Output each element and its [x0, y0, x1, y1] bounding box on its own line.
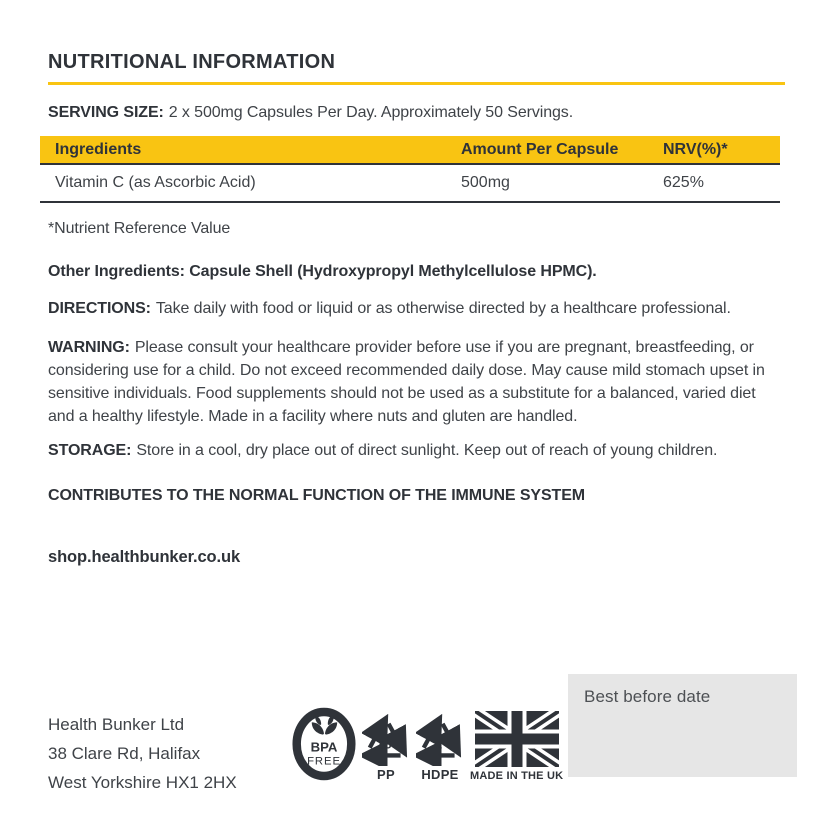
- company-street: 38 Clare Rd, Halifax: [48, 744, 201, 763]
- best-before-box: [568, 674, 797, 777]
- best-before-label: Best before date: [584, 687, 711, 706]
- page-title: NUTRITIONAL INFORMATION: [48, 51, 336, 73]
- company-address: [48, 710, 237, 797]
- title-underline: [48, 82, 785, 85]
- table-row: [40, 165, 780, 203]
- svg-text:05: 05: [378, 739, 392, 752]
- made-in-uk-label: MADE IN THE UK: [470, 770, 564, 782]
- ingredient-nrv-cell: 625%: [663, 174, 704, 191]
- nrv-footnote: *Nutrient Reference Value: [48, 220, 231, 237]
- ingredients-table: [40, 136, 780, 203]
- directions-body: Take daily with food or liquid or as otherwise directed by a healthcare professional.: [155, 300, 731, 317]
- bpa-free-icon: [292, 706, 356, 782]
- ingredient-amount-cell: 500mg: [461, 174, 510, 191]
- company-region: West Yorkshire HX1 2HX: [48, 773, 237, 792]
- ingredient-name-cell: Vitamin C (as Ascorbic Acid): [55, 174, 256, 191]
- storage-label: STORAGE:: [48, 442, 132, 459]
- recycle-hdpe-label: HDPE: [421, 767, 459, 782]
- svg-text:2: 2: [436, 739, 443, 752]
- table-header-nrv: NRV(%)*: [663, 140, 728, 158]
- table-header-ingredients: Ingredients: [55, 140, 142, 158]
- serving-size-label: SERVING SIZE:: [48, 104, 164, 121]
- uk-flag-icon: [475, 711, 559, 767]
- recycle-hdpe-icon: [416, 714, 464, 782]
- recycle-pp-label: PP: [377, 767, 395, 782]
- company-name: Health Bunker Ltd: [48, 715, 185, 734]
- label-footer: [0, 666, 827, 796]
- svg-text:BPA: BPA: [310, 739, 338, 755]
- storage-body: Store in a cool, dry place out of direct sunlight. Keep out of reach of young children.: [136, 442, 718, 459]
- table-header-amount: Amount Per Capsule: [461, 140, 619, 158]
- certification-icons: [292, 706, 563, 782]
- directions-label: DIRECTIONS:: [48, 300, 151, 317]
- serving-size-text: 2 x 500mg Capsules Per Day. Approximately 50 Servings.: [168, 104, 574, 121]
- directions-text: [48, 297, 785, 320]
- website-url: shop.healthbunker.co.uk: [48, 548, 241, 566]
- immune-claim: CONTRIBUTES TO THE NORMAL FUNCTION OF THE IMMUNE SYSTEM: [48, 487, 586, 504]
- recycle-pp-icon: [362, 714, 410, 782]
- other-ingredients-text: Other Ingredients: Capsule Shell (Hydroxypropyl Methylcellulose HPMC).: [48, 263, 597, 280]
- warning-body: Please consult your healthcare provider before use if you are pregnant, breastfeeding, or considering use for a child. Do not exceed recommended daily dose. May cause mild stomach upset in sensitive individuals. Food supplements should not be used as a substitute for a balanced, varied diet and a healthy lifestyle. Made in a facility where nuts and gluten are handled.: [48, 339, 765, 425]
- table-header-row: [40, 136, 780, 165]
- warning-text: [48, 336, 785, 428]
- serving-size-line: [48, 101, 785, 124]
- made-in-uk-icon: [470, 711, 563, 782]
- warning-label: WARNING:: [48, 339, 130, 356]
- storage-text: [48, 439, 785, 462]
- svg-text:FREE: FREE: [307, 755, 341, 768]
